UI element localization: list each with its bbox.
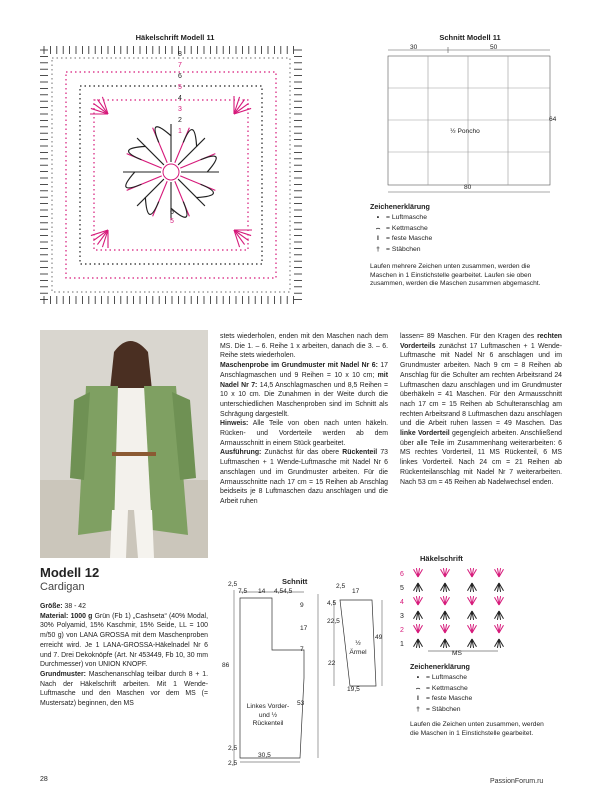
legend-item: ⌢ = Kettmasche (375, 224, 428, 232)
model-photo (40, 330, 208, 558)
row-number: 6 (170, 209, 174, 216)
row-number: 5 (400, 585, 404, 592)
legend-bottom-note: Laufen die Zeichen unten zusammen, werden die Maschen in 1 Einstichstelle gearbeitet. (410, 721, 544, 737)
model-title: Modell 12 (40, 565, 100, 580)
sleeve-dim-2-5: 2,5 (336, 583, 346, 590)
legend-item: † = Stäbchen (376, 245, 421, 253)
sleeve-dim-22-5: 22,5 (327, 618, 340, 625)
dim-86: 86 (222, 662, 230, 669)
row-number: 1 (400, 641, 404, 648)
dim-14: 14 (258, 588, 266, 595)
left-column-text: Größe: 38 - 42 Material: 1000 g Grün (Fb 1) „Cashseta“ (40% Modal, 30% Polyamid, 15% Kaschmir, 15% Seide, LL = 100 m/50 g) von LANA GROSSA mit dem Maschenproben erreicht wird. Je 1 LANA-GROSSA-Häkelnadel Nr 6 und 7. Drei Dekoknöpfe (Art. Nr 453449, Fb 10, 30 mm Durchmesser) von UNION KNOPF. Grundmuster: Maschenanschlag teilbar durch 8 + 1. Nach der Häkelschrift arbeiten. Mit 1 Wende-Luftmasche und den Maschen vor dem MS (= Mustersatz) beginnen, den MS (40, 603, 208, 708)
row-number: 4 (178, 95, 182, 102)
legend-item: I = feste Masche (417, 695, 473, 702)
legend-item: † = Stäbchen (416, 705, 461, 713)
dim-7-5: 7,5 (238, 588, 248, 595)
sleeve-label: ½ Ärmel (349, 640, 367, 656)
middle-column-text: stets wiederholen, enden mit den Maschen nach dem MS. Die 1. – 6. Reihe 1 x arbeiten, danach die 3. – 6. Reihe stets wiederholen. Maschenprobe im Grundmuster mit Nadel Nr 6: 17 Anschlagmaschen und 9 Reihen = 10 x 10 cm; mit Nadel Nr 7: 14,5 Anschlagmaschen und 8,5 Reihen = 10 x 10 cm. Die Zunahmen in der Weite durch die unterschiedlichen Maschenproben sind im Schnitt als Schrägung dargestellt. Hinweis: Alle Teile von oben nach unten häkeln. Rücken- und Vorderteile werden ab dem Armausschnitt in einem Stück gearbeitet. Ausführung: Zunächst für das obere Rückenteil 73 Luftmaschen + 1 Wende-Luftmasche mit Nadel Nr 6 anschlagen und im Grundmuster arbeiten. Für die Armausschnitte nach 17 cm = 15 Reihen ab Anschlag beidseits je 8 Luftmaschen dazu anschlagen und die Arbeit ruhen (220, 333, 388, 505)
row-number: 8 (178, 51, 182, 58)
dim-2-5-b: 2,5 (228, 745, 238, 752)
schnitt-11-center-label: ½ Poncho (450, 128, 480, 135)
haekelschrift-12-title: Häkelschrift (420, 554, 463, 563)
legend-item: ⌢ = Kettmasche (415, 684, 468, 692)
row-number: 6 (178, 73, 182, 80)
model-photo-illustration (40, 330, 208, 558)
dim-4-54-5: 4,54,5 (274, 588, 293, 595)
schnitt-12-title: Schnitt (282, 577, 308, 586)
dim-53: 53 (297, 700, 305, 707)
dim-17: 17 (300, 625, 308, 632)
site-watermark: PassionForum.ru (490, 778, 544, 785)
right-column-text: lassen= 89 Maschen. Für den Kragen des rechten Vorderteils zunächst 17 Luftmaschen + 1 Wende-Luftmasche mit Nadel Nr 6 anschlagen und im Grundmuster arbeiten. Nach 9 cm = 8 Reihen ab Anschlag für die Schulter am rechten Arbeitsrand 24 Luftmaschen dazu anschlagen und im Grundmuster überhäkeln = 41 Maschen. Für den Armausschnitt nach 17 cm = 15 Reihen ab Schulteranschlag am rechten Arbeitsrand 8 Luftmaschen dazu anschlagen und die Arbeit ruhen lassen = 49 Maschen. Das linke Vorderteil gegengleich arbeiten. Anschließend über alle Teile im Zusammenhang weiterarbeiten: 6 MS rechtes Vorderteil, 11 MS Rückenteil, 6 MS linkes Vorderteil. Nach 24 cm = 21 Reihen ab Rückenteilanschlag mit Nadel Nr 7 weiterarbeiten. Nach 53 cm = 45 Reihen ab Nadelwechsel enden. (400, 333, 562, 486)
legend-item: I = feste Masche (377, 235, 433, 242)
schnitt-12-diagram (222, 586, 392, 766)
schnitt-11-title: Schnitt Modell 11 (439, 33, 501, 42)
sleeve-dim-22: 22 (328, 660, 336, 667)
legend-bottom (410, 662, 570, 738)
row-number: 4 (400, 599, 404, 606)
legend-item: • = Luftmasche (376, 214, 427, 221)
front-part-label: Linkes Vorder- und ½ Rückenteil (246, 703, 290, 728)
legend-item: • = Luftmasche (416, 674, 467, 681)
schnitt-11-bottom: 80 (464, 184, 472, 191)
sleeve-dim-49: 49 (375, 634, 383, 641)
sleeve-dim-19-5: 19,5 (347, 686, 360, 693)
schnitt-11-w-right: 50 (490, 44, 498, 51)
sleeve-dim-17: 17 (352, 588, 360, 595)
sleeve-dim-4-5: 4,5 (327, 600, 337, 607)
dim-7: 7 (300, 646, 304, 653)
row-number: 5 (178, 84, 182, 91)
dim-2-5-c: 2,5 (228, 760, 238, 767)
dim-9: 9 (300, 602, 304, 609)
schnitt-11-height: 64 (549, 116, 557, 123)
row-number: 3 (178, 106, 182, 113)
model-subtitle: Cardigan (40, 581, 85, 593)
legend-top-note: Laufen mehrere Zeichen unten zusammen, werden die Maschen in 1 Einstichstelle gearbeitet. Laufen sie oben zusammen, werden die Maschen zusammen abgemascht. (370, 263, 541, 288)
row-number: 2 (178, 117, 182, 124)
crochet-chart-modell-11 (38, 44, 304, 306)
ms-label: MS (452, 650, 462, 657)
schnitt-11-w-left: 30 (410, 44, 418, 51)
chart-title: Häkelschrift Modell 11 (135, 33, 215, 42)
row-number: 3 (400, 613, 404, 620)
dim-30-5: 30,5 (258, 752, 271, 759)
legend-top-title: Zeichenerklärung (370, 202, 430, 211)
schnitt-11-diagram (380, 44, 560, 204)
dim-2-5-a: 2,5 (228, 581, 238, 588)
row-number: 6 (400, 571, 404, 578)
row-number: 7 (178, 62, 182, 69)
legend-top (370, 202, 570, 289)
row-number: 1 (178, 128, 182, 135)
row-number: 2 (400, 627, 404, 634)
legend-bottom-title: Zeichenerklärung (410, 662, 470, 671)
page-number: 28 (40, 776, 48, 783)
row-number: 5 (170, 218, 174, 225)
crochet-chart-modell-12 (398, 563, 528, 658)
